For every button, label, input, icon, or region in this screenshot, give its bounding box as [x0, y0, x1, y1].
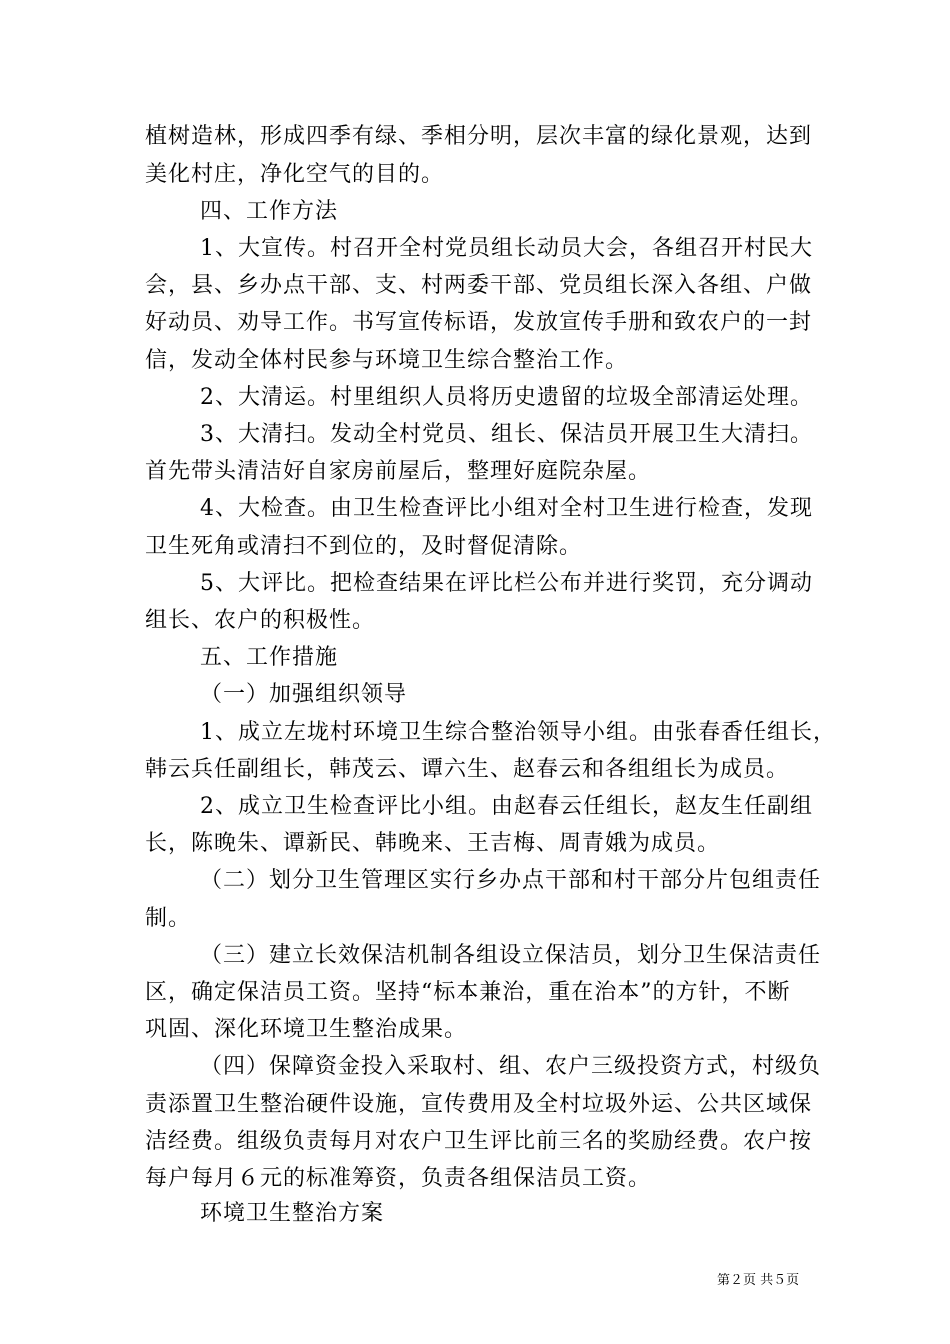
text-line: 3、大清扫。发动全村党员、组长、保洁员开展卫生大清扫。 — [200, 422, 813, 447]
text-line: 巩固、深化环境卫生整治成果。 — [145, 1017, 468, 1042]
text-line: 韩云兵任副组长，韩茂云、谭六生、赵春云和各组组长为成员。 — [145, 757, 790, 782]
text-line: 每户每月６元的标准筹资，负责各组保洁员工资。 — [145, 1166, 652, 1191]
text-line: 1、大宣传。村召开全村党员组长动员大会，各组召开村民大 — [200, 236, 813, 261]
text-line: （三）建立长效保洁机制各组设立保洁员，划分卫生保洁责任 — [200, 943, 822, 968]
text-line: 5、大评比。把检查结果在评比栏公布并进行奖罚，充分调动 — [200, 571, 813, 596]
subsection-heading: （一）加强组织领导 — [200, 682, 408, 707]
text-line: 制。 — [145, 906, 192, 931]
text-line: 组长、农户的积极性。 — [145, 608, 376, 633]
section-heading: 五、工作措施 — [200, 645, 339, 670]
text-line: 首先带头清洁好自家房前屋后，整理好庭院杂屋。 — [145, 459, 652, 484]
text-line: （四）保障资金投入采取村、组、农户三级投资方式，村级负 — [200, 1054, 822, 1079]
text-line: 区，确定保洁员工资。坚持“标本兼治，重在治本”的方针，不断 — [145, 980, 791, 1005]
text-line: （二）划分卫生管理区实行乡办点干部和村干部分片包组责任 — [200, 868, 822, 893]
text-line: 卫生死角或清扫不到位的，及时督促清除。 — [145, 534, 583, 559]
page-number: 第２页 共５页 — [717, 1273, 800, 1288]
text-line: 植树造林，形成四季有绿、季相分明，层次丰富的绿化景观，达到 — [145, 124, 813, 149]
text-line: 会，县、乡办点干部、支、村两委干部、党员组长深入各组、户做 — [145, 273, 813, 298]
text-line: 2、大清运。村里组织人员将历史遗留的垃圾全部清运处理。 — [200, 385, 813, 410]
text-line: 责添置卫生整治硬件设施，宣传费用及全村垃圾外运、公共区域保 — [145, 1092, 813, 1117]
text-line: 4、大检查。由卫生检查评比小组对全村卫生进行检查，发现 — [200, 496, 813, 521]
text-line: 1、成立左垅村环境卫生综合整治领导小组。由张春香任组长， — [200, 720, 836, 745]
text-line: 美化村庄，净化空气的目的。 — [145, 162, 445, 187]
section-heading: 四、工作方法 — [200, 199, 339, 224]
text-line: 信，发动全体村民参与环境卫生综合整治工作。 — [145, 348, 629, 373]
text-line: 长，陈晚朱、谭新民、韩晚来、王吉梅、周青娥为成员。 — [145, 831, 721, 856]
document-title: 环境卫生整治方案 — [200, 1201, 385, 1226]
text-line: 2、成立卫生检查评比小组。由赵春云任组长，赵友生任副组 — [200, 794, 813, 819]
text-line: 好动员、劝导工作。书写宣传标语，发放宣传手册和致农户的一封 — [145, 310, 813, 335]
text-line: 洁经费。组级负责每月对农户卫生评比前三名的奖励经费。农户按 — [145, 1129, 813, 1154]
